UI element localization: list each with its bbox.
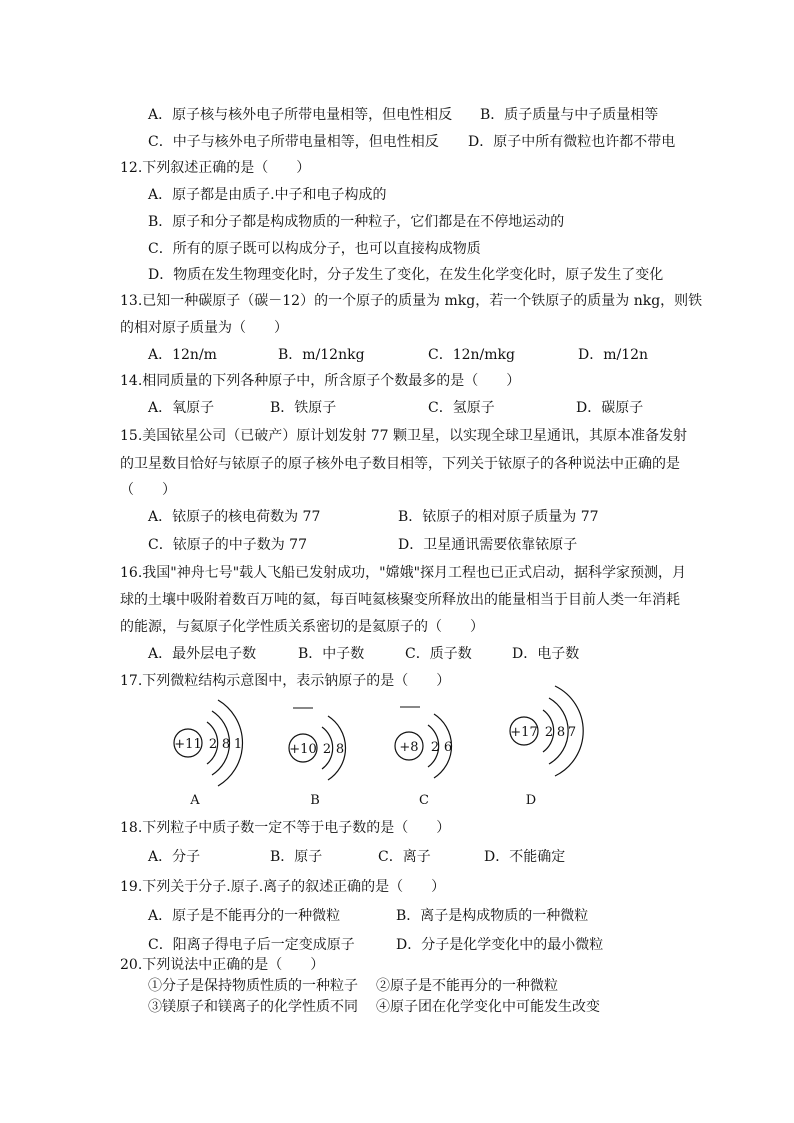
q15-stem-line2: 的卫星数目恰好与铱原子的原子核外电子数目相等，下列关于铱原子的各种说法中正确的是 (120, 456, 680, 472)
q15-option-d: D．卫星通讯需要依靠铱原子 (398, 537, 578, 553)
q18-option-d: D．不能确定 (484, 849, 566, 865)
q19-option-a: A．原子是不能再分的一种微粒 (148, 908, 341, 924)
q16-option-a: A．最外层电子数 (148, 646, 257, 662)
atomic-diagrams-svg (160, 676, 620, 810)
diagram-a-shell-3-count: 1 (233, 737, 243, 752)
diagram-a-label: A (190, 793, 200, 808)
q16-option-d: D．电子数 (512, 646, 580, 662)
q11-option-a: A．原子核与核外电子所带电量相等，但电性相反 (148, 107, 453, 123)
q14-option-b: B．铁原子 (270, 400, 337, 416)
diagram-b (289, 708, 346, 808)
q11-option-b: B．质子质量与中子质量相等 (480, 107, 659, 123)
diagram-b-shell-1-count: 2 (322, 742, 332, 757)
q15-stem-line1: 15.美国铱星公司（已破产）原计划发射 77 颗卫星，以实现全球卫星通讯，其原本准备发射 (120, 428, 687, 444)
diagram-a (174, 700, 242, 808)
q13-option-c: C．12n/mkg (428, 347, 515, 363)
diagram-a-shell-2-count: 8 (221, 737, 231, 752)
diagram-d-shell-3-count: 7 (567, 725, 577, 740)
q17-stem: 17.下列微粒结构示意图中，表示钠原子的是（ ） (120, 673, 451, 689)
q14-option-c: C．氢原子 (428, 400, 495, 416)
q20-statement-2: ②原子是不能再分的一种微粒 (376, 978, 558, 994)
atomic-structure-diagrams (160, 676, 620, 814)
q15-option-c: C．铱原子的中子数为 77 (148, 537, 307, 553)
q18-option-b: B．原子 (270, 849, 323, 865)
diagram-d-shell-2-count: 8 (556, 725, 566, 740)
q13-stem-line2: 的相对原子质量为（ ） (120, 320, 288, 336)
q14-stem: 14.相同质量的下列各种原子中，所含原子个数最多的是（ ） (120, 373, 521, 389)
q13-option-d: D．m/12n (578, 347, 649, 363)
q15-option-b: B．铱原子的相对原子质量为 77 (398, 509, 599, 525)
diagram-d-label: D (525, 793, 537, 808)
diagram-c-label: C (419, 793, 429, 808)
q13-option-b: B．m/12nkg (278, 347, 365, 363)
q18-option-c: C．离子 (378, 849, 431, 865)
q16-option-b: B．中子数 (298, 646, 365, 662)
q13-option-a: A．12n/m (148, 347, 217, 363)
diagram-c-shell-2-count: 6 (443, 740, 453, 755)
diagram-d (510, 686, 583, 808)
q12-option-a: A．原子都是由质子.中子和电子构成的 (148, 187, 387, 203)
q19-option-b: B．离子是构成物质的一种微粒 (396, 908, 589, 924)
q11-option-c: C．中子与核外电子所带电量相等，但电性相反 (148, 134, 439, 150)
diagram-b-label: B (310, 793, 320, 808)
diagram-c-shell-1-count: 2 (430, 740, 440, 755)
q20-statement-1: ①分子是保持物质性质的一种粒子 (148, 978, 358, 994)
q20-statement-3: ③镁原子和镁离子的化学性质不同 (148, 999, 358, 1015)
diagram-b-shell-2-count: 8 (335, 742, 345, 757)
q12-stem: 12.下列叙述正确的是（ ） (120, 160, 311, 176)
q19-option-c: C．阳离子得电子后一定变成原子 (148, 937, 355, 953)
q16-stem-line3: 的能源，与氦原子化学性质关系密切的是氦原子的（ ） (120, 619, 484, 635)
q19-stem: 19.下列关于分子.原子.离子的叙述正确的是（ ） (120, 879, 446, 895)
diagram-d-shell-1-count: 2 (544, 725, 554, 740)
q20-stem: 20.下列说法中正确的是（ ） (120, 957, 325, 973)
diagram-a-nucleus: +11 (174, 737, 202, 752)
diagram-c-nucleus: +8 (399, 740, 419, 755)
diagram-a-shell-1-count: 2 (208, 737, 218, 752)
diagram-d-nucleus: +17 (510, 725, 538, 740)
q14-option-d: D．碳原子 (576, 400, 644, 416)
q12-option-c: C．所有的原子既可以构成分子，也可以直接构成物质 (148, 241, 481, 257)
q15-stem-line3: （ ） (120, 482, 176, 498)
q12-option-b: B．原子和分子都是构成物质的一种粒子，它们都是在不停地运动的 (148, 214, 565, 230)
q18-option-a: A．分子 (148, 849, 201, 865)
q15-option-a: A．铱原子的核电荷数为 77 (148, 509, 321, 525)
q16-stem-line2: 球的土壤中吸附着数百万吨的氦，每百吨氦核聚变所释放出的能量相当于目前人类一年消耗 (120, 592, 680, 608)
q11-option-d: D．原子中所有微粒也许都不带电 (468, 134, 676, 150)
diagram-b-nucleus: +10 (289, 742, 317, 757)
q16-option-c: C．质子数 (405, 646, 472, 662)
q20-statement-4: ④原子团在化学变化中可能发生改变 (376, 999, 600, 1015)
diagram-c (395, 707, 452, 808)
q13-stem-line1: 13.已知一种碳原子（碳－12）的一个原子的质量为 mkg，若一个铁原子的质量为 nkg，则铁 (120, 293, 703, 309)
q19-option-d: D．分子是化学变化中的最小微粒 (396, 937, 604, 953)
q12-option-d: D．物质在发生物理变化时，分子发生了变化，在发生化学变化时，原子发生了变化 (148, 267, 664, 283)
q18-stem: 18.下列粒子中质子数一定不等于电子数的是（ ） (120, 820, 451, 836)
q14-option-a: A．氧原子 (148, 400, 215, 416)
q16-stem-line1: 16.我国"神舟七号"载人飞船已发射成功，"嫦娥"探月工程也已正式启动，据科学家预测，月 (120, 565, 687, 581)
